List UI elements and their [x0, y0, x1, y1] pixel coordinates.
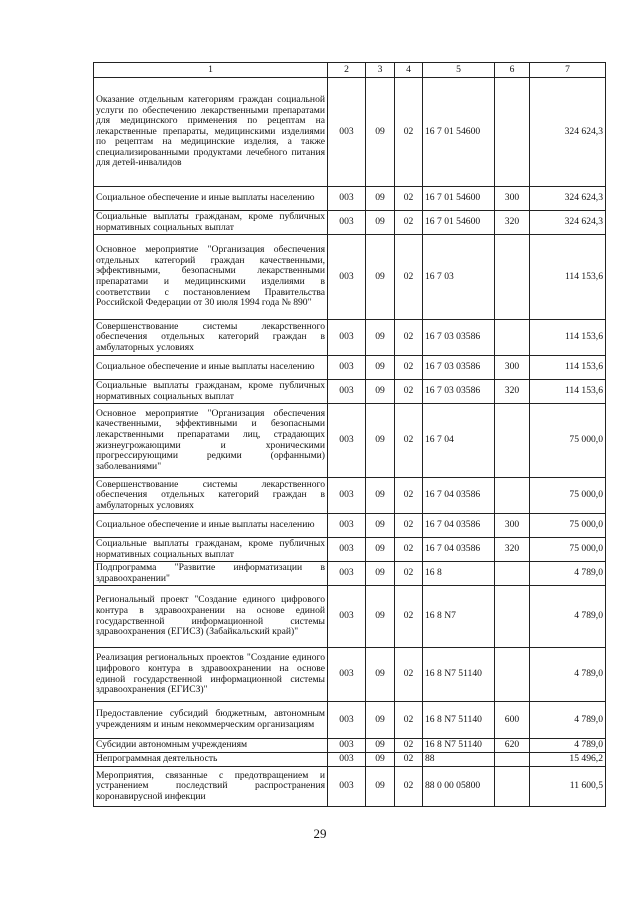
cell-section: 09 [366, 78, 395, 187]
cell-target-article: 16 8 N7 51140 [423, 648, 495, 702]
cell-ministry-code: 003 [328, 380, 366, 404]
col-header-7: 7 [530, 63, 606, 78]
cell-amount: 114 153,6 [530, 356, 606, 380]
cell-expense-type [495, 478, 530, 514]
table-row [94, 235, 606, 320]
row-name: Социальные выплаты гражданам, кроме публичных нормативных социальных выплат [94, 211, 328, 235]
cell-amount: 75 000,0 [530, 514, 606, 538]
table-row [94, 739, 606, 753]
cell-expense-type: 320 [495, 211, 530, 235]
cell-ministry-code: 003 [328, 235, 366, 320]
cell-target-article: 16 7 01 54600 [423, 187, 495, 211]
cell-amount: 4 789,0 [530, 586, 606, 648]
cell-section: 09 [366, 404, 395, 478]
col-header-4: 4 [395, 63, 423, 78]
cell-expense-type [495, 767, 530, 807]
cell-target-article: 16 8 N7 51140 [423, 739, 495, 753]
cell-section: 09 [366, 478, 395, 514]
cell-subsection: 02 [395, 235, 423, 320]
cell-ministry-code: 003 [328, 538, 366, 562]
row-name: Совершенствование системы лекарственного обеспечения отдельных категорий граждан в амбулаторных условиях [94, 320, 328, 356]
cell-expense-type: 620 [495, 739, 530, 753]
table-row [94, 478, 606, 514]
table-row [94, 514, 606, 538]
row-name: Социальное обеспечение и иные выплаты населению [94, 514, 328, 538]
cell-subsection: 02 [395, 562, 423, 586]
cell-amount: 4 789,0 [530, 739, 606, 753]
cell-ministry-code: 003 [328, 211, 366, 235]
cell-target-article: 16 7 04 [423, 404, 495, 478]
cell-ministry-code: 003 [328, 404, 366, 478]
cell-subsection: 02 [395, 404, 423, 478]
table-row [94, 586, 606, 648]
cell-ministry-code: 003 [328, 753, 366, 767]
table-row [94, 538, 606, 562]
cell-ministry-code: 003 [328, 739, 366, 753]
cell-amount: 11 600,5 [530, 767, 606, 807]
col-header-5: 5 [423, 63, 495, 78]
row-name: Основное мероприятие "Организация обеспечения отдельных категорий граждан качественными, эффективными, безопасными лекарственными препаратами и медицинскими изделиями в соответствии с постановлением Правительства Российской Федерации от 30 июля 1994 года № 890" [94, 235, 328, 320]
table-row [94, 767, 606, 807]
cell-expense-type [495, 648, 530, 702]
table-row [94, 78, 606, 187]
row-name: Мероприятия, связанные с предотвращением и устранением последствий распространения коронавирусной инфекции [94, 767, 328, 807]
cell-section: 09 [366, 648, 395, 702]
cell-subsection: 02 [395, 514, 423, 538]
cell-subsection: 02 [395, 356, 423, 380]
cell-target-article: 16 8 [423, 562, 495, 586]
cell-amount: 75 000,0 [530, 404, 606, 478]
table-row [94, 320, 606, 356]
cell-target-article: 16 7 01 54600 [423, 78, 495, 187]
cell-expense-type [495, 753, 530, 767]
col-header-1: 1 [94, 63, 328, 78]
cell-amount: 4 789,0 [530, 562, 606, 586]
cell-subsection: 02 [395, 702, 423, 739]
cell-ministry-code: 003 [328, 320, 366, 356]
cell-ministry-code: 003 [328, 514, 366, 538]
budget-table [93, 62, 606, 807]
cell-expense-type: 320 [495, 538, 530, 562]
table-row [94, 702, 606, 739]
cell-amount: 4 789,0 [530, 702, 606, 739]
cell-ministry-code: 003 [328, 356, 366, 380]
cell-ministry-code: 003 [328, 478, 366, 514]
header-row [94, 63, 606, 78]
cell-target-article: 16 8 N7 [423, 586, 495, 648]
row-name: Субсидии автономным учреждениям [94, 739, 328, 753]
cell-expense-type [495, 320, 530, 356]
row-name: Социальное обеспечение и иные выплаты населению [94, 356, 328, 380]
table-row [94, 562, 606, 586]
cell-section: 09 [366, 753, 395, 767]
cell-ministry-code: 003 [328, 648, 366, 702]
cell-subsection: 02 [395, 320, 423, 356]
row-name: Реализация региональных проектов "Создание единого цифрового контура в здравоохранении на основе единой государственной информационной системы здравоохранения (ЕГИСЗ)" [94, 648, 328, 702]
cell-amount: 324 624,3 [530, 187, 606, 211]
row-name: Основное мероприятие "Организация обеспечения качественными, эффективными и безопасными лекарственными препаратами лиц, страдающих жизнеугрожающими и хроническими прогрессирующими редкими (орфанными) заболеваниями" [94, 404, 328, 478]
cell-target-article: 16 7 04 03586 [423, 514, 495, 538]
cell-amount: 114 153,6 [530, 235, 606, 320]
row-name: Социальное обеспечение и иные выплаты населению [94, 187, 328, 211]
cell-amount: 75 000,0 [530, 538, 606, 562]
row-name: Социальные выплаты гражданам, кроме публичных нормативных социальных выплат [94, 538, 328, 562]
cell-section: 09 [366, 538, 395, 562]
cell-expense-type: 300 [495, 187, 530, 211]
cell-section: 09 [366, 211, 395, 235]
cell-ministry-code: 003 [328, 78, 366, 187]
row-name: Подпрограмма "Развитие информатизации в здравоохранении" [94, 562, 328, 586]
cell-expense-type: 300 [495, 356, 530, 380]
table-row [94, 380, 606, 404]
cell-subsection: 02 [395, 78, 423, 187]
cell-section: 09 [366, 767, 395, 807]
cell-target-article: 16 7 03 03586 [423, 380, 495, 404]
cell-subsection: 02 [395, 648, 423, 702]
cell-subsection: 02 [395, 380, 423, 404]
cell-target-article: 16 7 03 03586 [423, 356, 495, 380]
cell-target-article: 88 [423, 753, 495, 767]
col-header-2: 2 [328, 63, 366, 78]
cell-amount: 75 000,0 [530, 478, 606, 514]
cell-section: 09 [366, 514, 395, 538]
cell-section: 09 [366, 235, 395, 320]
cell-expense-type: 600 [495, 702, 530, 739]
col-header-3: 3 [366, 63, 395, 78]
cell-section: 09 [366, 562, 395, 586]
cell-amount: 114 153,6 [530, 320, 606, 356]
table-row [94, 648, 606, 702]
cell-ministry-code: 003 [328, 562, 366, 586]
cell-target-article: 16 7 04 03586 [423, 538, 495, 562]
cell-section: 09 [366, 187, 395, 211]
cell-target-article: 16 8 N7 51140 [423, 702, 495, 739]
row-name: Предоставление субсидий бюджетным, автономным учреждениям и иным некоммерческим организациям [94, 702, 328, 739]
row-name: Совершенствование системы лекарственного обеспечения отдельных категорий граждан в амбулаторных условиях [94, 478, 328, 514]
cell-expense-type [495, 562, 530, 586]
table-row [94, 211, 606, 235]
cell-subsection: 02 [395, 739, 423, 753]
cell-subsection: 02 [395, 767, 423, 807]
cell-section: 09 [366, 586, 395, 648]
cell-expense-type: 300 [495, 514, 530, 538]
cell-ministry-code: 003 [328, 702, 366, 739]
row-name: Социальные выплаты гражданам, кроме публичных нормативных социальных выплат [94, 380, 328, 404]
cell-target-article: 16 7 04 03586 [423, 478, 495, 514]
cell-expense-type [495, 78, 530, 187]
cell-section: 09 [366, 320, 395, 356]
cell-amount: 114 153,6 [530, 380, 606, 404]
table-row [94, 187, 606, 211]
table-row [94, 753, 606, 767]
cell-amount: 324 624,3 [530, 211, 606, 235]
page-number: 29 [313, 826, 327, 841]
cell-target-article: 88 0 00 05800 [423, 767, 495, 807]
row-name: Непрограммная деятельность [94, 753, 328, 767]
row-name: Оказание отдельным категориям граждан социальной услуги по обеспечению лекарственными препаратами для медицинского применения по рецептам на лекарственные препараты, медицинскими изделиями по рецептам на медицинские изделия, а также специализированными продуктами лечебного питания для детей-инвалидов [94, 78, 328, 187]
cell-subsection: 02 [395, 586, 423, 648]
cell-amount: 15 496,2 [530, 753, 606, 767]
cell-subsection: 02 [395, 187, 423, 211]
cell-subsection: 02 [395, 478, 423, 514]
cell-section: 09 [366, 702, 395, 739]
cell-amount: 4 789,0 [530, 648, 606, 702]
cell-section: 09 [366, 739, 395, 753]
table-row [94, 356, 606, 380]
cell-expense-type: 320 [495, 380, 530, 404]
row-name: Региональный проект "Создание единого цифрового контура в здравоохранении на основе единой государственной информационной системы здравоохранения (ЕГИСЗ) (Забайкальский край)" [94, 586, 328, 648]
table-row [94, 404, 606, 478]
cell-ministry-code: 003 [328, 187, 366, 211]
cell-subsection: 02 [395, 538, 423, 562]
cell-target-article: 16 7 03 03586 [423, 320, 495, 356]
cell-subsection: 02 [395, 211, 423, 235]
cell-ministry-code: 003 [328, 586, 366, 648]
cell-expense-type [495, 235, 530, 320]
cell-target-article: 16 7 01 54600 [423, 211, 495, 235]
col-header-6: 6 [495, 63, 530, 78]
cell-section: 09 [366, 380, 395, 404]
cell-section: 09 [366, 356, 395, 380]
cell-expense-type [495, 404, 530, 478]
cell-ministry-code: 003 [328, 767, 366, 807]
cell-expense-type [495, 586, 530, 648]
cell-target-article: 16 7 03 [423, 235, 495, 320]
cell-subsection: 02 [395, 753, 423, 767]
cell-amount: 324 624,3 [530, 78, 606, 187]
